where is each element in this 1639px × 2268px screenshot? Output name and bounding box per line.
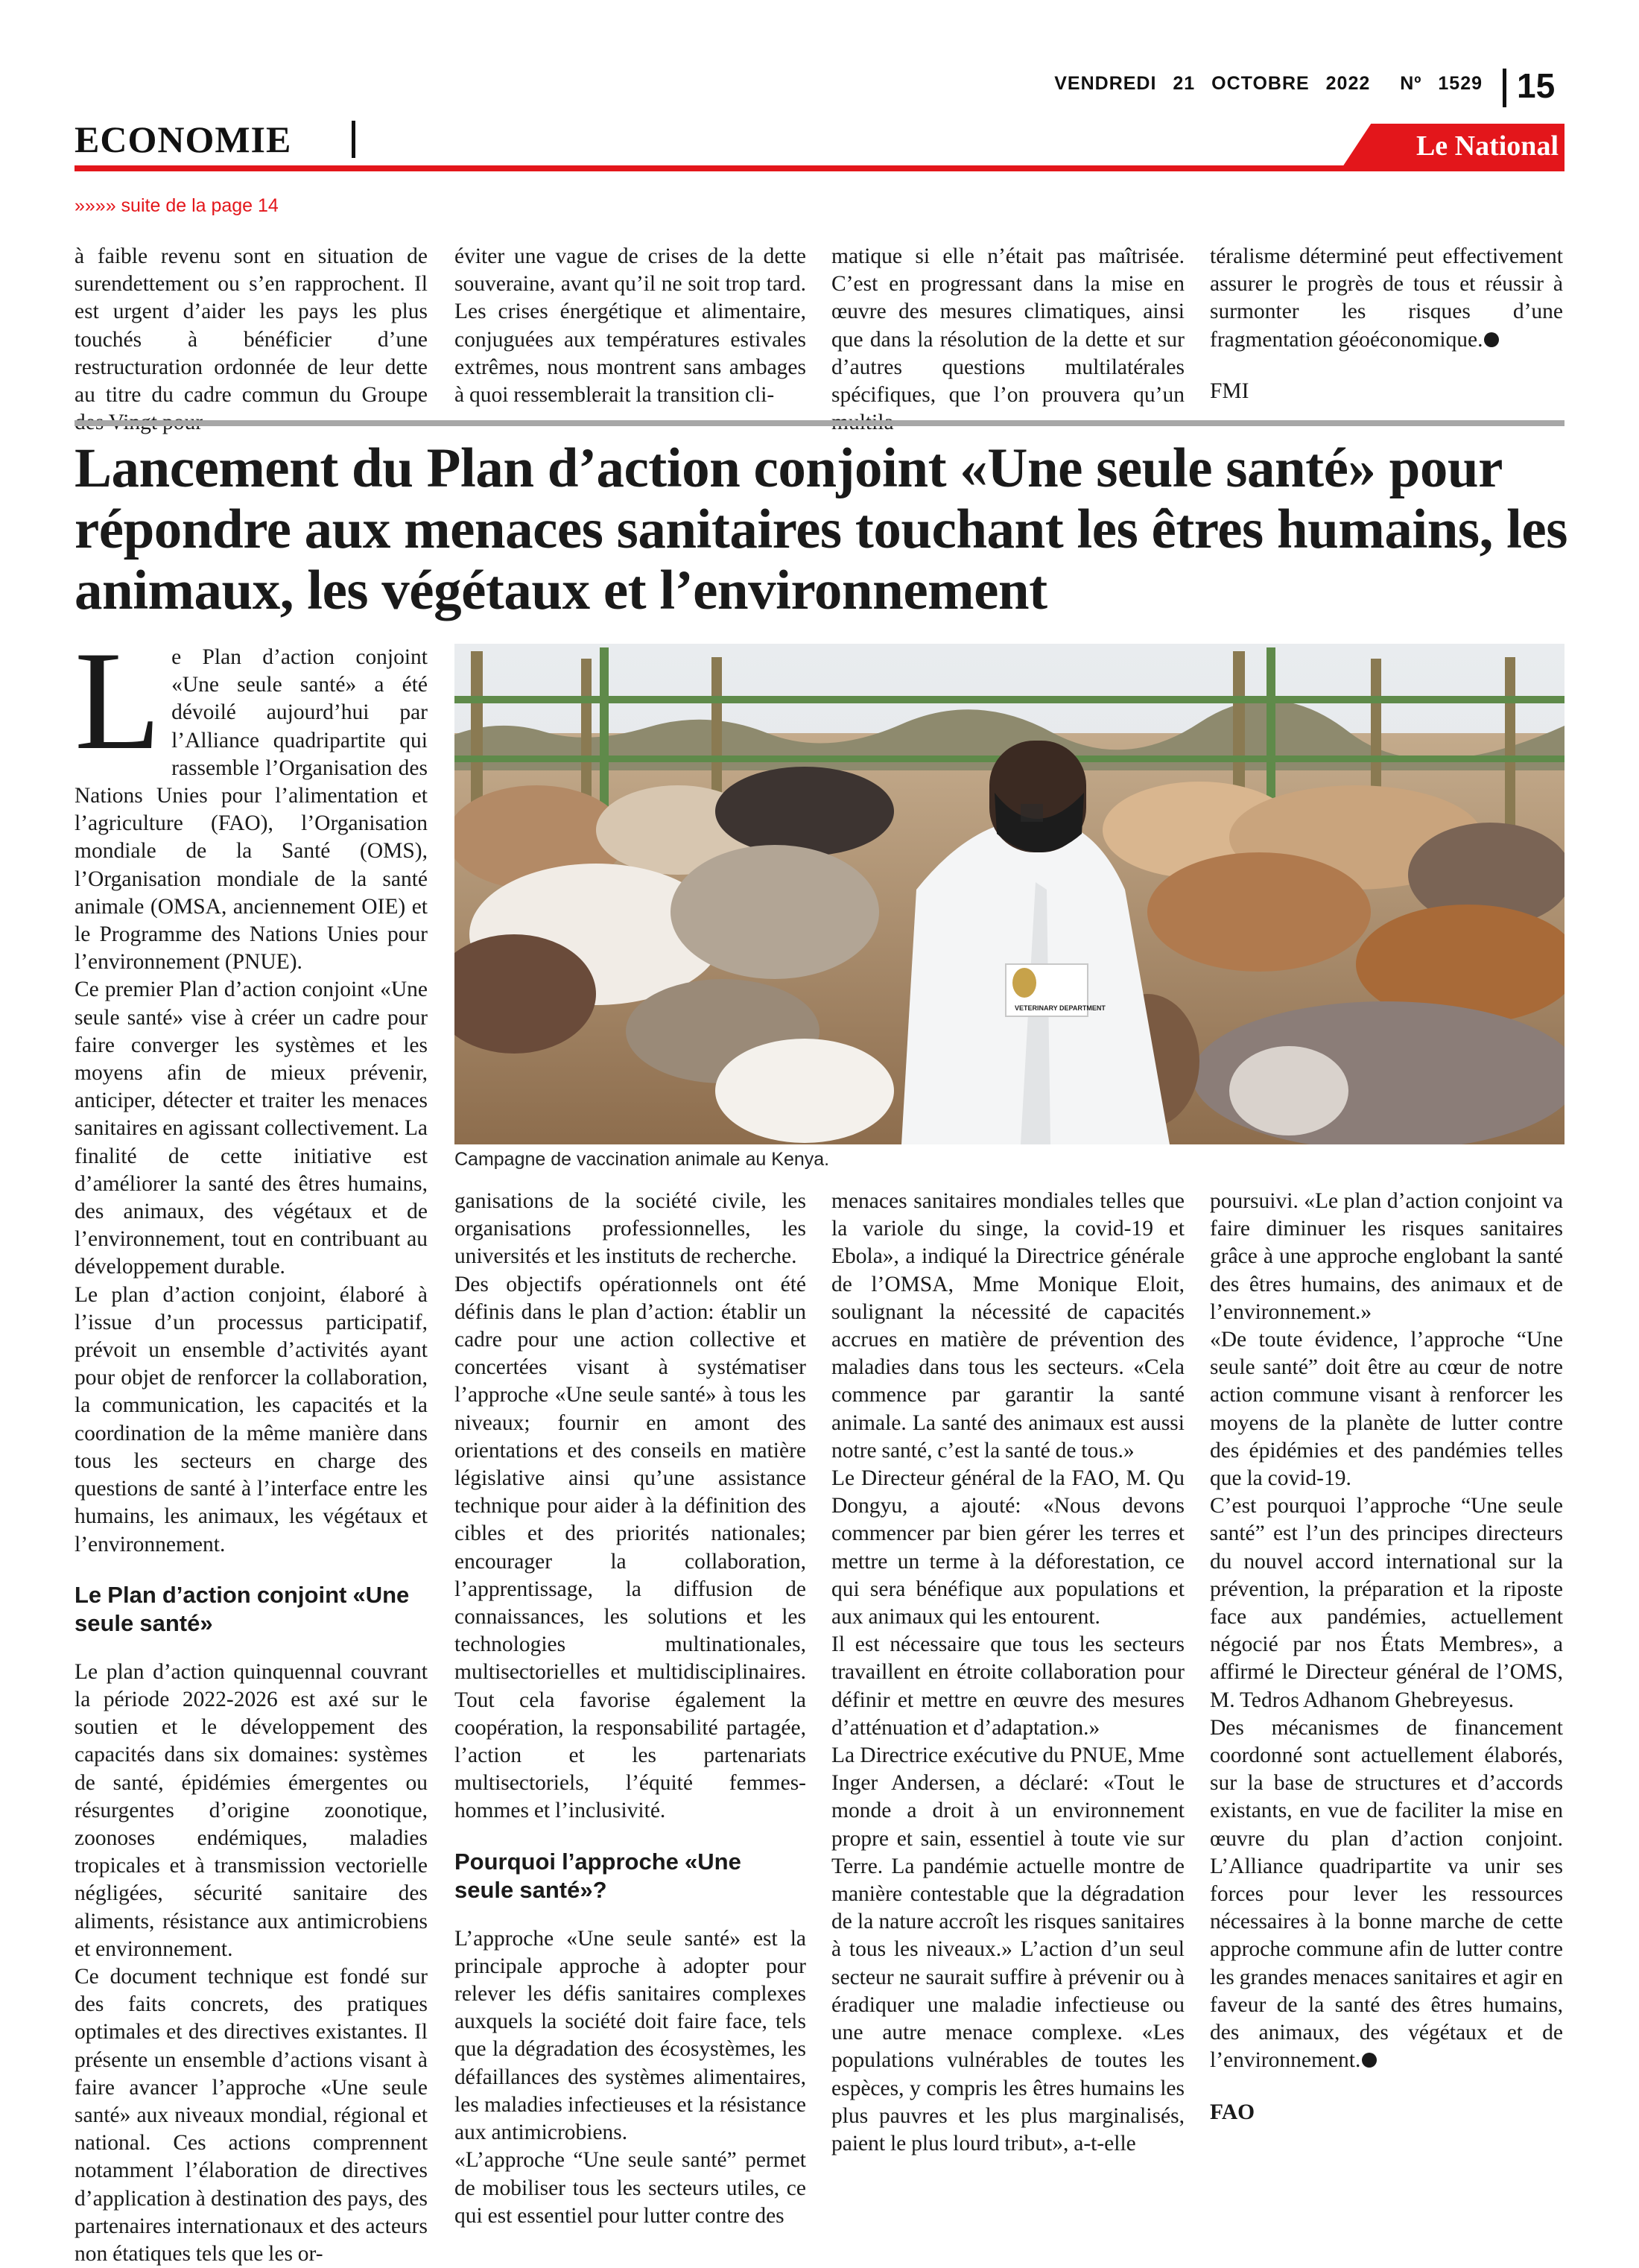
newspaper-brand: Le National — [1416, 130, 1559, 162]
paragraph-text: Des mécanismes de financement coordonné sont actuellement élaborés, sur la base de structures et d’accords existants, en vue de faciliter la mise en œuvre du plan d’action conjoint. L’Alliance quadripartite va unir ses forces pour lever les ressources nécessaires à la bonne marche de cette approche commune afin de lutter contre les grandes menaces sanitaires et agir en faveur de la santé des êtres humains, des animaux, des végétaux et de l’environnement. — [1210, 1715, 1563, 2073]
paragraph: Des objectifs opérationnels ont été définis dans le plan d’action: établir un cadre pour une action collective et concertées visant à systématiser l’approche «Une seule santé» à tous les niveaux; fournir en amont des orientations et des conseils en matière législative ainsi qu’une assistance technique pour aider à la définition des cibles et des priorités nationales; encourager la collaboration, l’apprentissage, la diffusion de connaissances, les solutions et les technologies multinationales, multisectorielles et multidisciplinaires. Tout cela favorise également la coopération, la responsabilité partagée, l’action et les partenariats multisectoriels, l’équité femmes-hommes et l’inclusivité. — [454, 1272, 806, 1823]
section-divider — [352, 121, 355, 158]
paragraph: éviter une vague de crises de la dette souveraine, avant qu’il ne soit trop tard. Les crises énergétique et alimentaire, conjuguées aux températures estivales extrêmes, nous montrent sans ambages à quoi ressemblerait la transition cli- — [454, 244, 806, 408]
continued-from-note: »»»» suite de la page 14 — [74, 195, 279, 216]
issue-date-line — [1036, 73, 1483, 95]
paragraph: e Plan d’action conjoint «Une seule santé» a été dévoilé aujourd’hui par l’Alliance quadripartite qui rassemble l’Organisation des Nations Unies pour l’alimentation et l’agriculture (FAO), l’Organisation mondiale de la Santé (OMS), l’Organisation mondiale de la santé animale (OMSA, anciennement OIE) et le Programme des Nations Unies pour l’environnement (PNUE). — [74, 645, 428, 975]
issue-date: VENDREDI 21 OCTOBRE 2022 — [1054, 73, 1371, 94]
article-separator — [74, 420, 1564, 426]
article-subheading: Pourquoi l’approche «Une seule santé»? — [454, 1848, 741, 1903]
page-number: 15 — [1517, 66, 1556, 105]
paragraph: L’approche «Une seule santé» est la principale approche à adopter pour relever les défis sanitaires complexes auxquels la société doit faire face, tels que la dégradation des écosystèmes, les défaillances des systèmes alimentaires, les maladies infectieuses et la résistance aux antimicrobiens. — [454, 1926, 806, 2145]
prev-article-col-1 — [74, 243, 428, 437]
paragraph — [1210, 243, 1563, 354]
issue-number: Nº 1529 — [1400, 73, 1483, 94]
end-of-article-icon — [1484, 332, 1499, 347]
coat-badge-text: VETERINARY DEPARTMENT — [1015, 1004, 1106, 1012]
drop-cap: L — [74, 623, 162, 779]
prev-article-col-4 — [1210, 243, 1563, 405]
paragraph: «L’approche “Une seule santé” permet de mobiliser tous les secteurs utiles, ce qui est essentiel pour lutter contre des — [454, 2148, 806, 2228]
prev-article-col-3 — [831, 243, 1185, 437]
article-signature: FMI — [1210, 378, 1249, 403]
paragraph: Le plan d’action conjoint, élaboré à l’issue d’un processus participatif, prévoit un ensemble d’activités ayant pour objet de renforcer la collaboration, la communication, les capacités et la coordination de la même manière dans tous les secteurs en charge des questions de santé à l’interface entre les humains, les animaux, les végétaux et l’environnement. — [74, 1282, 428, 1556]
paragraph: La Directrice exécutive du PNUE, Mme Inger Andersen, a déclaré: «Tout le monde a droit à un environnement propre et sain, essentiel à toute vie sur Terre. La pandémie actuelle montre de manière contestable que la dégradation de la nature accroît les risques sanitaires à tous les niveaux.» L’action d’un seul secteur ne saurait suffire à prévenir ou à éradiquer une maladie infectieuse ou une autre menace complexe. «Les populations vulnérables de toutes les espèces, y compris les êtres humains les plus pauvres et les plus marginalisés, paient le plus lourd tribut», a-t-elle — [831, 1743, 1185, 2155]
paragraph: «De toute évidence, l’approche “Une seule santé” doit être au cœur de notre action commune visant à renforcer les moyens de la planète de lutter contre des épidémies et des pandémies telles que la covid-19. — [1210, 1328, 1563, 1491]
paragraph: ganisations de la société civile, les organisations professionnelles, les universités et les instituts de recherche. — [454, 1189, 806, 1269]
paragraph: Il est nécessaire que tous les secteurs travaillent en étroite collaboration pour définir et mettre en œuvre des mesures d’atténuation et d’adaptation.» — [831, 1632, 1185, 1740]
article-col-2 — [454, 1188, 806, 2230]
photo-caption: Campagne de vaccination animale au Kenya. — [454, 1149, 830, 1170]
article-headline: Lancement du Plan d’action conjoint «Une seule santé» pour répondre aux menaces sanitaires touchant les êtres humains, les animaux, les végétaux et l’environnement — [74, 437, 1567, 621]
article-col-1 — [74, 623, 428, 2268]
article-subheading: Le Plan d’action conjoint «Une seule santé» — [74, 1581, 410, 1636]
paragraph-text: téralisme déterminé peut effectivement assurer le progrès de tous et réussir à surmonter les risques d’une fragmentation géoéconomique. — [1210, 244, 1563, 352]
paragraph: matique si elle n’était pas maîtrisée. C’est en progressant dans la mise en œuvre des mesures climatiques, ainsi que dans la résolution de la dette et sur d’autres questions multilatérales spécifiques, que l’on prouvera qu’un — [831, 244, 1185, 408]
header-divider — [1503, 69, 1506, 107]
article-photo — [454, 644, 1564, 1144]
paragraph — [1210, 1714, 1563, 2075]
paragraph: à faible revenu sont en situation de surendettement ou s’en rapprochent. Il est urgent d’aider les pays les plus touchés à bénéficier d’une restructuration ordonnée de leur dette au titre du cadre commun du Groupe — [74, 244, 428, 408]
paragraph: C’est pourquoi l’approche “Une seule santé” est l’un des principes directeurs du nouvel accord international sur la prévention, la préparation et la riposte face aux pandémies, actuellement négocié par nos États Membres», a affirmé le Directeur général de l’OMS, M. Tedros Adhanom Ghebreyesus. — [1210, 1494, 1563, 1712]
paragraph: Le Directeur général de la FAO, M. Qu Dongyu, a ajouté: «Nous devons commencer par bien gérer les terres et mettre un terme à la déforestation, ce qui sera bénéfique aux populations et aux animaux qui les entourent. — [831, 1466, 1185, 1629]
paragraph: Ce premier Plan d’action conjoint «Une seule santé» vise à créer un cadre pour faire converger les systèmes et les moyens afin de mieux prévenir, anticiper, détecter et traiter les menaces sanitaires en agissant collectivement. La finalité de cette initiative est d’améliorer la santé des êtres humains, des animaux, des végétaux et de l’environnement, tout en contribuant au développement durable. — [74, 978, 428, 1279]
article-col-4 — [1210, 1188, 1563, 2126]
paragraph: poursuivi. «Le plan d’action conjoint va faire diminuer les risques sanitaires grâce à une approche englobant la santé des êtres humains, des animaux et de l’environnement.» — [1210, 1189, 1563, 1324]
article-col-3 — [831, 1188, 1185, 2158]
paragraph: Ce document technique est fondé sur des faits concrets, des pratiques optimales et des directives existantes. Il présente un ensemble d’actions visant à faire avancer l’approche «Une seule santé» aux niveaux mondial, régional et national. Ces actions comprennent notamment l’élaboration de directives d’application à destination des pays, des partenaires internationaux et des acteurs non étatiques tels que les or- — [74, 1964, 428, 2266]
prev-article-col-2 — [454, 243, 806, 409]
paragraph: Le plan d’action quinquennal couvrant la période 2022-2026 est axé sur le soutien et le développement des capacités dans six domaines: systèmes de santé, épidémies émergentes ou résurgentes d’origine zoonotique, zoonoses endémiques, maladies tropicales et à transmission vectorielle négligées, sécurité sanitaire des aliments, résistance aux antimicrobiens et environnement. — [74, 1659, 428, 1961]
article-signature: FAO — [1210, 2100, 1255, 2124]
paragraph: menaces sanitaires mondiales telles que la variole du singe, la covid-19 et Ebola», a indiqué la Directrice générale de l’OMSA, Mme Monique Eloit, soulignant la nécessité de capacités accrues en matière de prévention des maladies dans tous les secteurs. «Cela commence par garantir la santé animale. La santé des animaux est aussi notre santé, c’est la santé de tous.» — [831, 1189, 1185, 1463]
section-title: ECONOMIE — [74, 118, 292, 160]
end-of-article-icon — [1362, 2053, 1377, 2068]
